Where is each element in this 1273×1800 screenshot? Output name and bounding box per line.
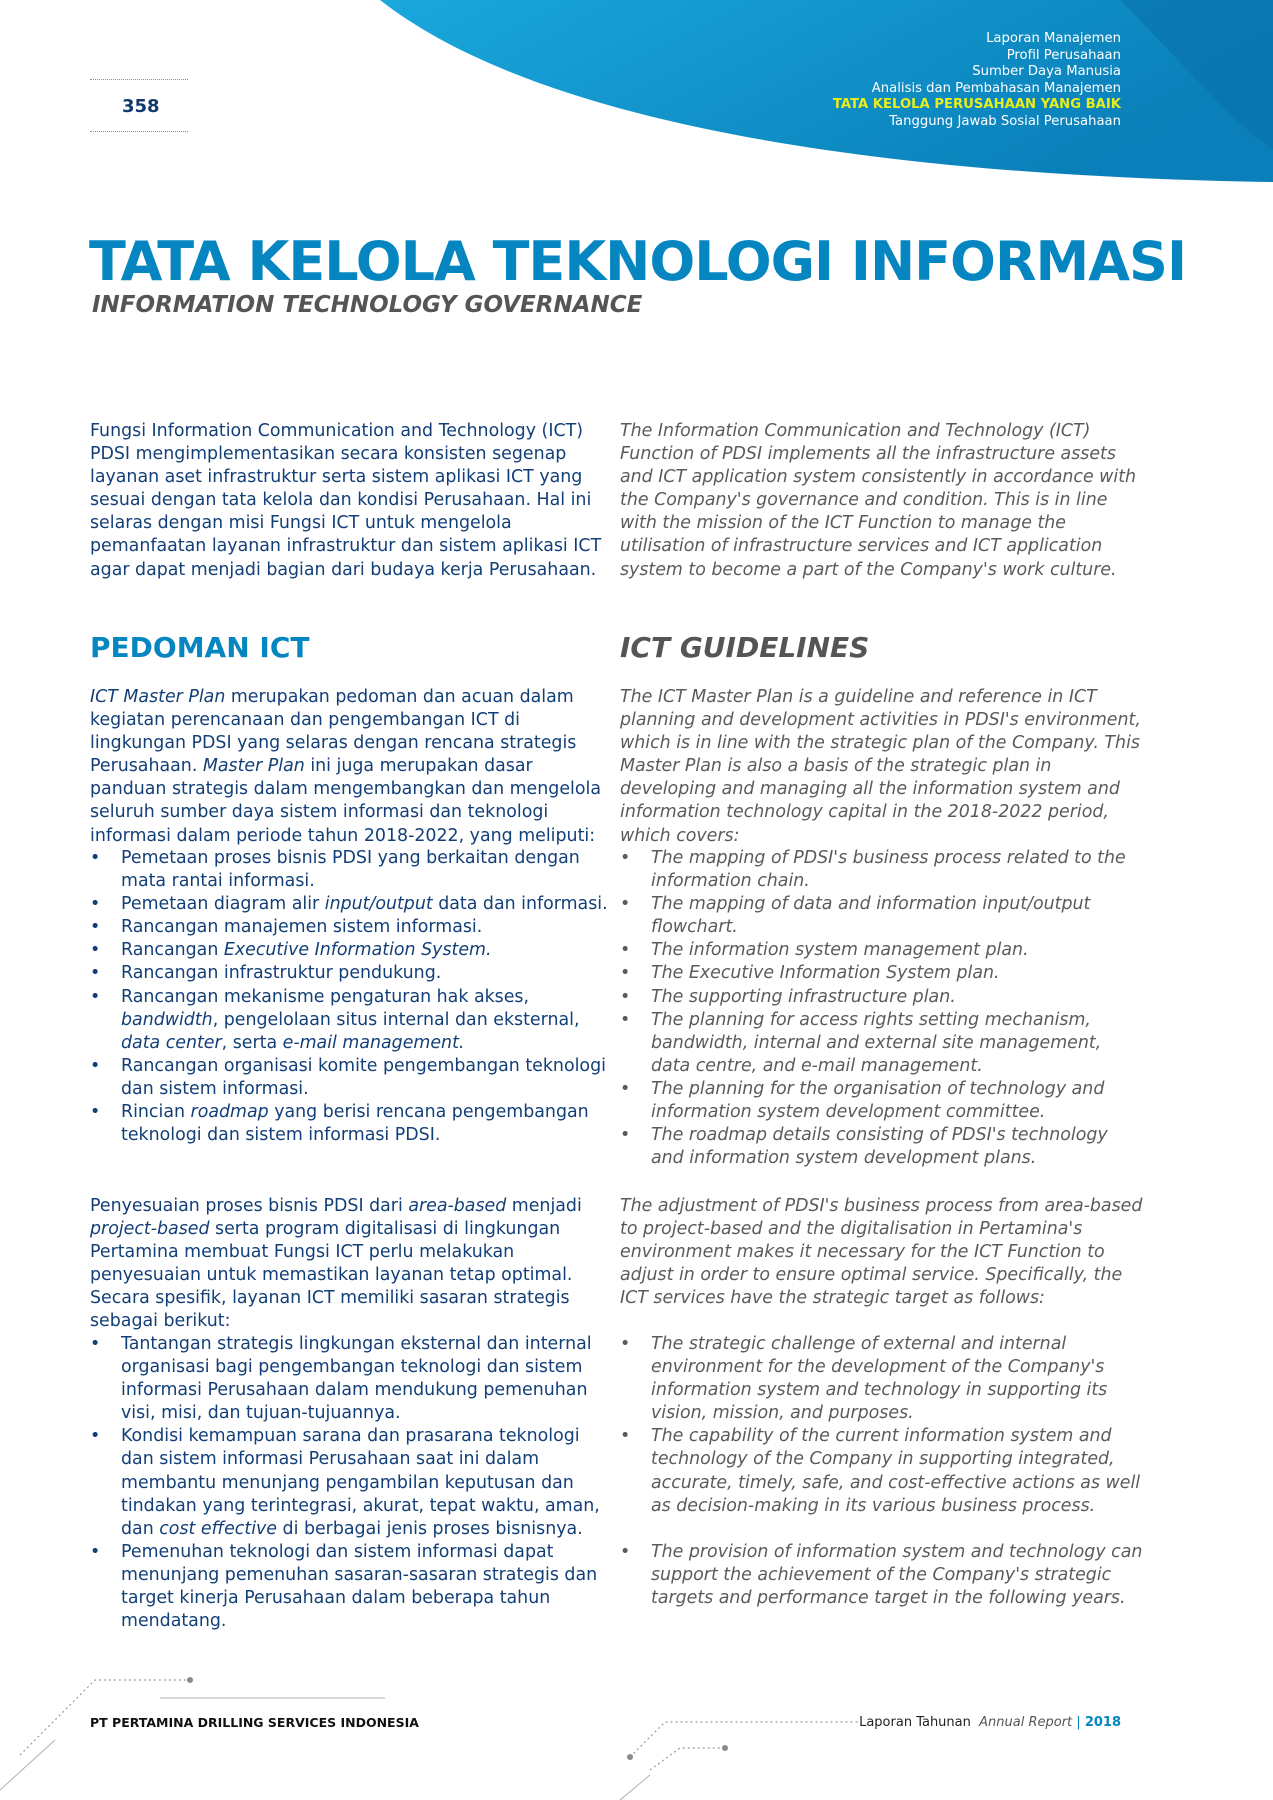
list-item: • Rancangan infrastruktur pendukung. — [90, 963, 442, 984]
id-masterplan-list — [90, 847, 614, 1147]
en-strategic-target-list — [620, 1333, 1144, 1610]
nav-item-analisis-pembahasan[interactable]: Analisis dan Pembahasan Manajemen — [871, 80, 1121, 96]
list-item: • Pemetaan proses bisnis PDSI yang berkaitan dengan mata rantai informasi. — [90, 848, 580, 892]
id-adjustment-paragraph: Penyesuaian proses bisnis PDSI dari area-based menjadi project-based serta program digitalisasi di lingkungan Pertamina membuat Fungsi ICT perlu melakukan penyesuaian untuk memastikan layanan tetap optimal. Secara spesifik, layanan ICT memiliki sasaran strategis sebagai berikut: — [90, 1196, 582, 1332]
list-item: • The strategic challenge of external and internal environment for the development of the Company's information system and technology in supporting its vision, mission, and purposes. — [620, 1334, 1108, 1424]
page-number-rule-bottom — [90, 131, 188, 132]
footer-dotted-lines — [0, 1660, 1273, 1800]
en-masterplan-list — [620, 847, 1144, 1170]
en-intro-paragraph: The Information Communication and Technology (ICT) Function of PDSI implements all the infrastructure assets and ICT application system consistently in accordance with the Company's governance and condition. This is in line with the mission of the ICT Function to manage the utilisation of infrastructure services and ICT application system to become a part of the Company's work culture. — [620, 421, 1137, 580]
list-item: • The provision of information system and technology can support the achievement of the Company's strategic targets and performance target in the following years. — [620, 1541, 1143, 1608]
list-item: • The capability of the current information system and technology of the Company in supporting integrated, accurate, timely, safe, and cost-effective actions as well as decision-making in its various business process. — [620, 1426, 1141, 1516]
en-masterplan-paragraph: The ICT Master Plan is a guideline and reference in ICT planning and development activities in PDSI's environment, which is in line with the strategic plan of the Company. This Master Plan is also a basis of the strategic plan in developing and managing all the information system and information technology capital in the 2018-2022 period, which covers: — [620, 687, 1141, 846]
id-strategic-target-list — [90, 1333, 614, 1633]
page-number-rule-top — [90, 79, 188, 80]
nav-item-tanggung-jawab-sosial[interactable]: Tanggung Jawab Sosial Perusahaan — [889, 113, 1121, 129]
page-subtitle: INFORMATION TECHNOLOGY GOVERNANCE — [92, 292, 643, 318]
list-item: • Rancangan Executive Information System. — [90, 940, 492, 961]
nav-item-profil-perusahaan[interactable]: Profil Perusahaan — [1006, 47, 1121, 63]
list-item: • The supporting infrastructure plan. — [620, 986, 956, 1007]
nav-item-sumber-daya-manusia[interactable]: Sumber Daya Manusia — [972, 64, 1121, 80]
id-section-heading: PEDOMAN ICT — [90, 631, 310, 664]
footer-separator: | — [1076, 1715, 1081, 1730]
list-item: • The Executive Information System plan. — [620, 963, 1000, 984]
footer-year: 2018 — [1084, 1715, 1121, 1730]
list-item: • Pemenuhan teknologi dan sistem informasi dapat menunjang pemenuhan sasaran-sasaran strategis dan target kinerja Perusahaan dalam beberapa tahun mendatang. — [90, 1541, 598, 1632]
list-item: • Kondisi kemampuan sarana dan prasarana teknologi dan sistem informasi Perusahaan saat ini dalam membantu menunjang pengambilan keputusan dan tindakan yang terintegrasi, akurat, tepat waktu, aman, dan cost effective di berbagai jenis proses bisnisnya. — [90, 1426, 600, 1539]
list-item: • The information system management plan. — [620, 940, 1029, 961]
list-item: • The mapping of data and information input/output flowchart. — [620, 894, 1091, 938]
list-item: • Rancangan mekanisme pengaturan hak akses, bandwidth, pengelolaan situs internal dan eksternal, data center, serta e-mail management. — [90, 986, 580, 1053]
list-item: • Pemetaan diagram alir input/output data dan informasi. — [90, 894, 608, 915]
en-section-heading: ICT GUIDELINES — [620, 631, 870, 664]
nav-item-tata-kelola-active[interactable]: TATA KELOLA PERUSAHAAN YANG BAIK — [832, 97, 1121, 113]
nav-item-laporan-manajemen[interactable]: Laporan Manajemen — [986, 31, 1121, 46]
list-item: • The planning for the organisation of technology and information system development committee. — [620, 1078, 1105, 1123]
list-item: • Rincian roadmap yang berisi rencana pengembangan teknologi dan sistem informasi PDSI. — [90, 1102, 589, 1146]
footer-report-en: Annual Report — [979, 1715, 1073, 1730]
footer-company-name: PT PERTAMINA DRILLING SERVICES INDONESIA — [90, 1715, 419, 1730]
en-adjustment-paragraph: The adjustment of PDSI's business process from area-based to project-based and the digitalisation in Pertamina's environment makes it necessary for the ICT Function to adjust in order to ensure optimal service. Specifically, the ICT services have the strategic target as follows: — [620, 1196, 1143, 1309]
id-masterplan-paragraph: ICT Master Plan merupakan pedoman dan acuan dalam kegiatan perencanaan dan pengembangan ICT di lingkungan PDSI yang selaras dengan rencana strategis Perusahaan. Master Plan ini juga merupakan dasar panduan strategis dalam mengembangkan dan mengelola seluruh sumber daya sistem informasi dan teknologi informasi dalam periode tahun 2018-2022, yang meliputi: — [90, 687, 601, 846]
list-item: • Rancangan manajemen sistem informasi. — [90, 917, 483, 938]
list-item: • Tantangan strategis lingkungan eksternal dan internal organisasi bagi pengembangan teknologi dan sistem informasi Perusahaan dalam mendukung pemenuhan visi, misi, dan tujuan-tujuannya. — [90, 1334, 592, 1424]
footer-report-id: Laporan Tahunan — [859, 1715, 971, 1730]
list-item: • The roadmap details consisting of PDSI's technology and information system development plans. — [620, 1125, 1108, 1169]
page-title: TATA KELOLA TEKNOLOGI INFORMASI — [89, 230, 1187, 293]
list-item: • The mapping of PDSI's business process related to the information chain. — [620, 848, 1126, 892]
id-intro-paragraph: Fungsi Information Communication and Technology (ICT) PDSI mengimplementasikan secara konsisten segenap layanan aset infrastruktur serta sistem aplikasi ICT yang sesuai dengan tata kelola dan kondisi Perusahaan. Hal ini selaras dengan misi Fungsi ICT untuk mengelola pemanfaatan layanan infrastruktur dan sistem aplikasi ICT agar dapat menjadi bagian dari budaya kerja Perusahaan. — [90, 421, 602, 580]
footer-report-label — [859, 1715, 1121, 1730]
section-nav — [833, 31, 1121, 131]
page-number: 358 — [122, 96, 160, 117]
list-item: • The planning for access rights setting mechanism, bandwidth, internal and external site management, data centre, and e-mail management. — [620, 1009, 1102, 1076]
list-item: • Rancangan organisasi komite pengembangan teknologi dan sistem informasi. — [90, 1055, 606, 1099]
